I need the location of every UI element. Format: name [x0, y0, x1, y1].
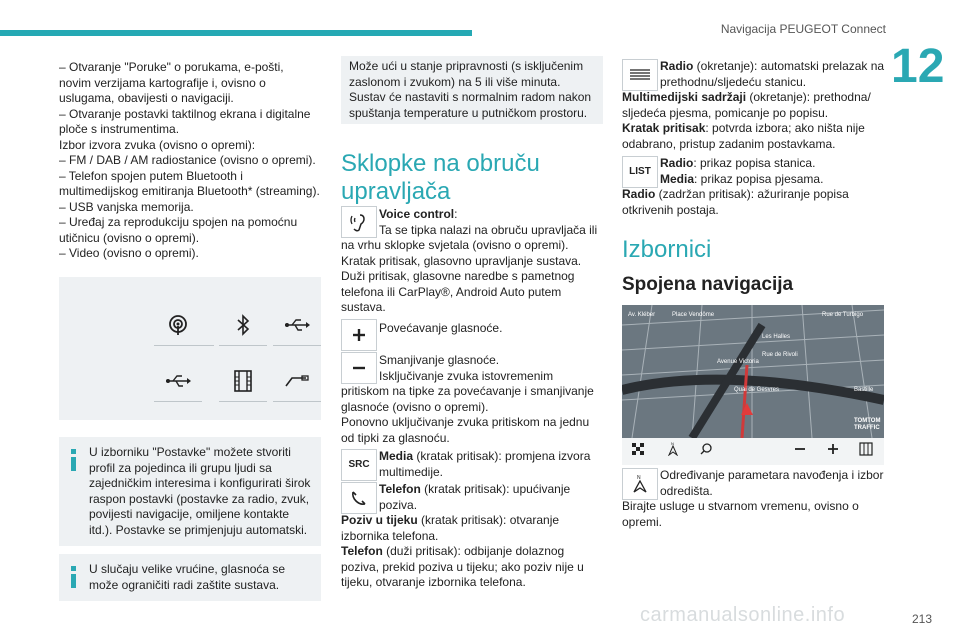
page-header-title: Navigacija PEUGEOT Connect — [720, 22, 886, 36]
text-line: – Uređaj za reprodukciju spojen na pomoćnu — [59, 215, 298, 229]
watermark: carmanualsonline.info — [640, 604, 846, 626]
map-view — [622, 305, 884, 438]
text-line: – Telefon spojen putem Bluetooth i — [59, 168, 243, 183]
svg-text:N: N — [671, 442, 675, 447]
connected-nav-title: Spojena navigacija — [622, 274, 794, 295]
volume-up-text: Povećavanje glasnoće. — [379, 321, 503, 335]
info-box-profiles — [59, 437, 321, 546]
aux-jack-icon — [273, 361, 321, 402]
standby-note — [341, 56, 603, 124]
search-icon[interactable] — [700, 443, 712, 460]
text-line: multimedijskog emitiranja Bluetooth* (streaming). — [59, 184, 320, 198]
compass-north-icon[interactable] — [667, 442, 679, 461]
checkered-flag-icon[interactable] — [632, 443, 646, 460]
text-line: uslugama, obavijesti o navigaciji. — [59, 91, 234, 105]
tomtom-traffic-logo: TOMTOM TRAFFIC — [854, 418, 881, 431]
info-icon — [71, 566, 76, 588]
list-text: Radio: prikaz popisa stanica. Media: prikaz popisa pjesama. Radio (zadržan pritisak): ažuriranje popisa otkrivenih postaja. — [622, 156, 849, 217]
info-text: U izborniku "Postavke" možete stvoriti profil za pojedinca ili grupu ljudi sa zajedničkim interesima i konfigurirati širok raspon postavki (postavke za radio, zvuk, povijesti navigacije, omiljene kontakte itd.). Postavke se primjenjuju automatski. — [89, 445, 311, 537]
navigation-screenshot: Av. Kléber Place Vendôme Rue de Turbigo Les Halles Avenue Victoria Rue de Rivoli Quai de Gesvres Bastille TOMTOM TRAFFIC N — [622, 305, 884, 465]
volume-up-key — [341, 319, 377, 351]
zoom-out-icon[interactable] — [794, 443, 806, 460]
text-line: – FM / DAB / AM radiostanice (ovisno o opremi). — [59, 153, 316, 167]
zoom-in-icon[interactable] — [827, 443, 839, 460]
navigation-text: Određivanje parametara navođenja i izbor odredišta. Birajte usluge u stvarnom vremenu, ovisno o opremi. — [622, 468, 884, 529]
map-settings-icon[interactable] — [859, 442, 873, 461]
steering-switches-section — [341, 150, 603, 206]
page-number: 213 — [911, 612, 932, 626]
header-bar — [0, 30, 472, 36]
chapter-number: 12 — [891, 40, 945, 93]
text-line: – Otvaranje "Poruke" o porukama, e-pošti, — [59, 60, 284, 74]
plus-icon — [352, 328, 366, 342]
info-box-heat — [59, 554, 321, 601]
thumbwheel-text: Radio (okretanje): automatski prelazak na prethodnu/sljedeću stanicu. Multimedijski sadržaji (okretanje): prethodna/ sljedeća pjesma, pomicanje po popisu. Kratak pritisak: potvrda izbora; ako ništa nije odabrano, pristup zadanim postavkama. — [622, 59, 885, 151]
column-1 — [59, 60, 321, 262]
section-title: Sklopke na obruču upravljača — [341, 150, 540, 205]
source-icon-panel — [59, 277, 321, 420]
list-key: LIST — [622, 156, 658, 188]
text-line: novim verzijama kartografije i, ovisno o — [59, 75, 266, 90]
menus-title: Izbornici — [622, 236, 712, 263]
text-line: – Video (ovisno o opremi). — [59, 246, 199, 260]
info-text: U slučaju velike vrućine, glasnoća se može ograničiti radi zaštite sustava. — [89, 562, 286, 592]
voice-control-text: Voice control: Ta se tipka nalazi na obruču upravljača ili na vrhu sklopke svjetala (ovisno o opremi). Kratak pritisak, glasovno upravljanje sustava. Duži pritisak, glasovne naredbe s pametnog telefona ili CarPlay®, Android Auto putem sustava. — [341, 207, 598, 314]
usb-icon — [273, 305, 321, 346]
text-line: utičnicu (ovisno o opremi). — [59, 230, 200, 245]
text-line: – Otvaranje postavki taktilnog ekrana i digitalne — [59, 106, 311, 121]
text-line: ploče s instrumentima. — [59, 122, 180, 136]
usb-icon — [154, 361, 202, 402]
phone-text: Telefon (kratak pritisak): upućivanje poziva. Poziv u tijeku (kratak pritisak): otvaranje izbornika telefona. Telefon (duži pritisak): odbijanje dolaznog poziva, prekid poziva u tijeku; ako poziv nije u tijeku, otvaranje izbornika telefona. — [341, 482, 584, 589]
nav-toolbar — [622, 438, 884, 465]
note-text: Može ući u stanje pripravnosti (s isključenim zaslonom i zvukom) na 5 ili više minuta. Sustav će nastaviti s normalnim radom nakon spuštanja temperature u putničkom prostoru. — [349, 59, 592, 120]
text-line: Izbor izvora zvuka (ovisno o opremi): — [59, 137, 256, 152]
volume-down-text: Smanjivanje glasnoće. Isključivanje zvuka istovremenim pritiskom na tipke za povećavanje i smanjivanje glasnoće (ovisno o opremi). Ponovno uključivanje zvuka pritiskom na jednu od tipki za glasnoću. — [341, 353, 594, 445]
video-icon — [219, 361, 267, 402]
svg-text:N: N — [637, 475, 641, 481]
text-line: – USB vanjska memorija. — [59, 199, 194, 214]
bluetooth-icon — [219, 305, 267, 346]
media-text: Media (kratak pritisak): promjena izvora multimedije. — [379, 449, 591, 479]
info-icon — [71, 449, 76, 471]
src-key: SRC — [341, 449, 377, 481]
